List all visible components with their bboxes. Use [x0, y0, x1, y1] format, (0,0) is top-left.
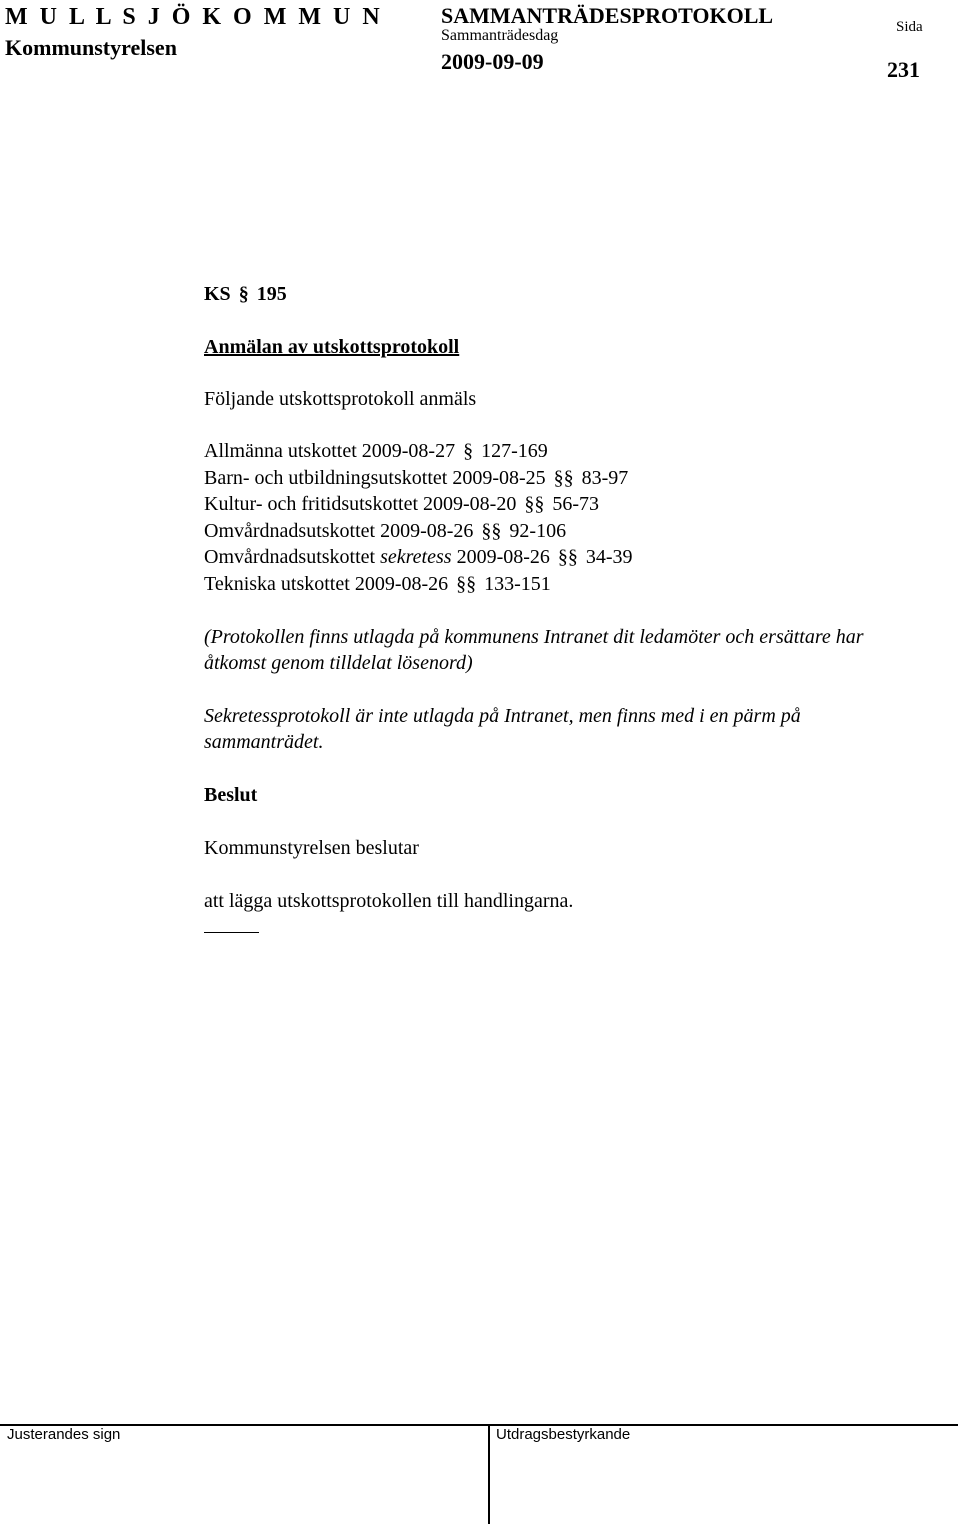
section-sign: §: [238, 283, 249, 305]
protocol-section-sign: §§: [557, 546, 578, 569]
protocol-range: 92-106: [509, 519, 567, 542]
protocol-date: 2009-08-25: [452, 466, 546, 489]
protocol-committee: Omvårdnadsutskottet: [204, 546, 376, 569]
page-number: 231: [887, 57, 920, 82]
body-name: Kommunstyrelsen: [5, 35, 177, 60]
intranet-note: (Protokollen finns utlagda på kommunens Intranet dit ledamöter och ersättare har åtkomst genom tilldelat lösenord): [204, 626, 864, 674]
case-number: [204, 281, 287, 307]
footer-rule: [0, 1424, 958, 1426]
case-id: 195: [256, 283, 287, 305]
certification-label: Utdragsbestyrkande: [496, 1426, 631, 1443]
protocol-committee: Tekniska utskottet: [204, 572, 350, 595]
protocol-range: 133-151: [484, 572, 551, 595]
protocol-date: 2009-08-27: [361, 440, 456, 462]
protocol-date: 2009-08-20: [423, 493, 517, 516]
protocol-range: 56-73: [552, 493, 600, 516]
organization-name: M U L L S J Ö K O M M U N: [5, 4, 383, 30]
protocol-section-sign: §§: [481, 519, 502, 542]
protocol-section-sign: §: [463, 440, 474, 462]
decision-heading: Beslut: [204, 784, 258, 806]
protocol-qualifier: sekretess: [380, 546, 452, 569]
protocol-range: 34-39: [585, 546, 633, 569]
signature-label: Justerandes sign: [7, 1426, 121, 1443]
decision-maker: Kommunstyrelsen beslutar: [204, 837, 419, 859]
meeting-date-label: Sammanträdesdag: [441, 27, 559, 44]
protocol-range: 127-169: [481, 440, 548, 462]
protocol-committee: Allmänna utskottet: [204, 440, 357, 462]
protocol-range: 83-97: [581, 466, 629, 489]
end-rule: [204, 932, 259, 933]
protocol-date: 2009-08-26: [380, 519, 474, 542]
protocol-row: [204, 544, 633, 571]
protocol-section-sign: §§: [456, 572, 477, 595]
protocol-list: [204, 438, 633, 598]
protocol-section-sign: §§: [553, 466, 574, 489]
case-prefix: KS: [204, 283, 231, 305]
protocol-row: [204, 518, 633, 545]
protocol-row: [204, 438, 633, 465]
document-type: SAMMANTRÄDESPROTOKOLL: [441, 3, 774, 28]
protocol-date: 2009-08-26: [354, 572, 449, 595]
protocol-committee: Barn- och utbildningsutskottet: [204, 466, 448, 489]
intro-text: Följande utskottsprotokoll anmäls: [204, 388, 477, 410]
protocol-row: [204, 465, 633, 492]
page-title: Anmälan av utskottsprotokoll: [204, 336, 460, 358]
secret-note: Sekretessprotokoll är inte utlagda på Intranet, men finns med i en pärm på sammanträdet.: [204, 705, 801, 753]
protocol-section-sign: §§: [524, 493, 545, 516]
protocol-row: [204, 571, 633, 598]
protocol-committee: Omvårdnadsutskottet: [204, 519, 376, 542]
meeting-date: 2009-09-09: [441, 49, 544, 74]
protocol-committee: Kultur- och fritidsutskottet: [204, 493, 424, 516]
decision-text: att lägga utskottsprotokollen till handlingarna.: [204, 890, 574, 912]
protocol-date: 2009-08-26: [456, 546, 550, 569]
protocol-row: [204, 491, 633, 518]
footer-divider: [488, 1424, 490, 1524]
page-label: Sida: [896, 19, 923, 35]
